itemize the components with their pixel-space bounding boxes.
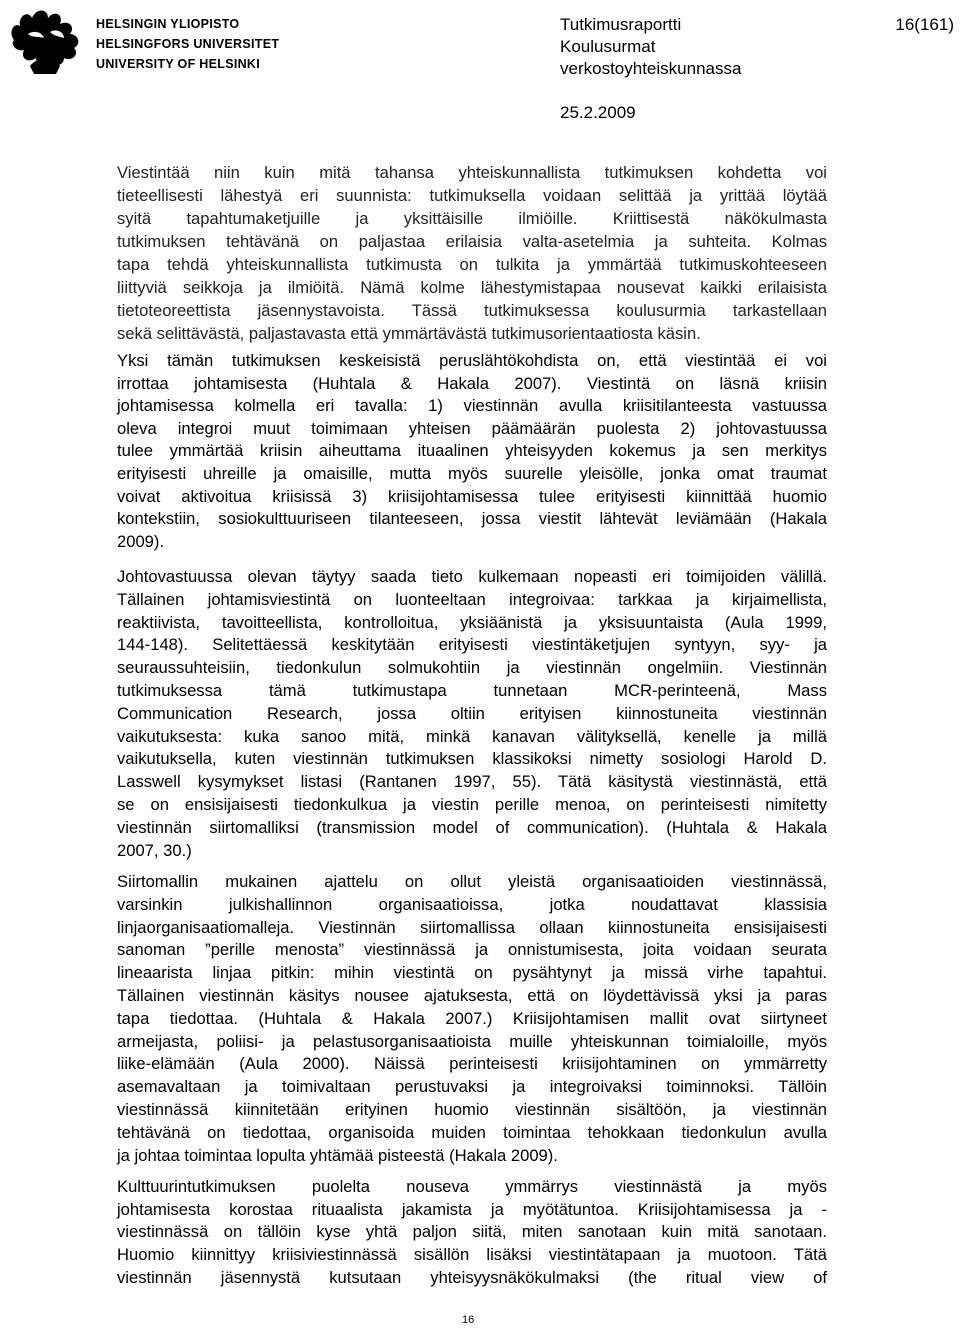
text-line: liike-elämään (Aula 2000). Näissä perinteisesti kriisijohtaminen on ymmärretty	[117, 1054, 827, 1074]
text-line: viestinnän siirtomalliksi (transmission model of communication). (Huhtala & Hakala	[117, 817, 827, 837]
text-line: viestinnässä on tällöin kyse yhtä paljon siitä, miten sanotaan kuin mitä sanotaan.	[117, 1222, 827, 1242]
text-line: 2007, 30.)	[117, 840, 192, 860]
text-line: johtamisessa kolmella eri tavalla: 1) viestinnän avulla kriisitilanteesta vastuussa	[117, 396, 827, 416]
text-line: tutkimuksessa tämä tutkimustapa tunnetaan MCR-perinteenä, Mass	[117, 680, 827, 700]
text-line: seuraussuhteisiin, tiedonkulun solmukohtiin ja viestinnän ongelmiin. Viestinnän	[117, 658, 827, 678]
text-line: Tällainen johtamisviestintä on luonteeltaan integroivaa: tarkkaa ja kirjaimellista,	[117, 589, 827, 609]
report-title-line: verkostoyhteiskunnassa	[560, 59, 742, 78]
text-line: Yksi tämän tutkimuksen keskeisistä peruslähtökohdista on, että viestintää ei voi	[117, 351, 827, 370]
text-line: tutkimuksen tehtävänä on paljastaa erilaisia valta-asetelmia ja suhteita. Kolmas	[117, 232, 827, 251]
university-name-line: UNIVERSITY OF HELSINKI	[96, 57, 261, 71]
text-line: Huomio kiinnittyy kriisiviestinnässä sisällön lisäksi viestintätapaan ja muotoon. Tätä	[117, 1245, 827, 1265]
text-line: Siirtomallin mukainen ajattelu on ollut yleistä organisaatioiden viestinnässä,	[117, 872, 827, 891]
paragraph	[117, 1176, 827, 1290]
report-date: 25.2.2009	[560, 103, 636, 122]
text-line: Communication Research, jossa oltiin erityisen kiinnostuneita viestinnän	[117, 703, 827, 723]
text-line: Viestintää niin kuin mitä tahansa yhteiskunnallista tutkimuksen kohdetta voi	[117, 163, 827, 182]
text-line: vaikutuksella, kuten viestinnän tutkimuksen klassikoksi nimetty sosiologi Harold D.	[117, 749, 827, 769]
text-line: Lasswell kysymykset listasi (Rantanen 1997, 55). Tätä käsitystä viestinnästä, että	[117, 772, 827, 792]
text-line: viestinnässä kiinnitetään erityinen huomio viestinnän sisältöön, ja viestinnän	[117, 1099, 827, 1119]
text-line: vaikutuksesta: kuka sanoo mitä, minkä kanavan välityksellä, kenelle ja millä	[117, 726, 827, 746]
text-line: asemavaltaan ja toimivaltaan perustuvaksi ja integroivaksi toiminnoksi. Tällöin	[117, 1077, 827, 1097]
text-line: oleva integroi muut toimimaan yhteisen päämäärän puolesta 2) johtovastuussa	[117, 418, 827, 438]
text-line: varsinkin julkishallinnon organisaatioissa, jotka noudattavat klassisia	[117, 894, 827, 914]
text-line: se on ensisijaisesti tiedonkulkua ja viestin perille menoa, on perinteisesti nimitetty	[117, 794, 827, 814]
university-flame-logo-icon	[4, 4, 92, 76]
text-line: voivat aktivoitua kriisissä 3) kriisijohtamisessa tulee erityisesti kiinnittää huomio	[117, 486, 827, 506]
text-line: kontekstiin, sosiokulttuuriseen tilanteeseen, jossa viestit lähtevät leviämään (Hakala	[117, 509, 827, 529]
footer-page-number: 16	[462, 1314, 475, 1326]
report-title-line: Koulusurmat	[560, 37, 656, 56]
paragraph	[117, 566, 827, 862]
paragraph	[117, 161, 827, 345]
text-line: tieteellisesti lähestyä eri suunnista: tutkimuksella voidaan selittää ja yrittää löytää	[117, 186, 827, 205]
paragraph	[117, 350, 827, 553]
university-name-line: HELSINGIN YLIOPISTO	[96, 17, 240, 31]
university-name	[96, 14, 279, 74]
text-line: tulee ymmärtää kriisin aiheuttama ituaalinen yhteisyyden kokemus ja sen merkitys	[117, 441, 827, 461]
text-line: johtamisesta korostaa rituaalista jakamista ja myötätuntoa. Kriisijohtamisessa ja -	[117, 1199, 827, 1219]
text-line: ja johtaa toimintaa lopulta yhtämää pisteestä (Hakala 2009).	[117, 1145, 558, 1165]
text-line: liittyviä seikkoja ja ilmiöitä. Nämä kolme lähestymistapaa nousevat kaikki erilaisista	[117, 278, 827, 297]
text-line: reaktiivista, tavoitteellista, kontrolloitua, yksiäänistä ja yksisuuntaista (Aula 1999,	[117, 612, 827, 632]
text-line: irrottaa johtamisesta (Huhtala & Hakala 2007). Viestintä on läsnä kriisin	[117, 373, 827, 393]
text-line: 144-148). Selitettäessä keskitytään erityisesti viestintäketjujen syntyyn, syy- ja	[117, 635, 827, 655]
text-line: 2009).	[117, 531, 165, 551]
text-line: tapa tehdä yhteiskunnallista tutkimusta on tulkita ja ymmärtää tutkimuskohteeseen	[117, 255, 827, 274]
text-line: syitä tapahtumaketjuille ja yksittäisille ilmiöille. Kriittisestä näkökulmasta	[117, 209, 827, 228]
text-line: tehtävänä on tiedottaa, organisoida muiden toimintaa tehokkaan tiedonkulun avulla	[117, 1122, 827, 1142]
text-line: lineaarista linjaa pitkin: mihin viestintä on pysähtynyt ja missä virhe tapahtui.	[117, 963, 827, 983]
report-title-line: Tutkimusraportti	[560, 15, 682, 34]
paragraph	[117, 871, 827, 1167]
text-line: Tällainen viestinnän käsitys nousee ajatuksesta, että on löydettävissä yksi ja paras	[117, 985, 827, 1005]
header-page-number: 16(161)	[895, 15, 954, 34]
text-line: viestinnän jäsennystä kutsutaan yhteisyysnäkökulmaksi (the ritual view of	[117, 1267, 827, 1287]
text-line: linjaorganisaatiomalleja. Viestinnän siirtomallissa ollaan kiinnostuneita ensisijaisesti	[117, 917, 827, 937]
text-line: erityisesti uhreille ja omaisille, mutta myös suurelle yleisölle, jonka omat traumat	[117, 463, 827, 483]
text-line: sekä selittävästä, paljastavasta että ymmärtävästä tutkimusorientaatiosta käsin.	[117, 324, 701, 343]
university-name-line: HELSINGFORS UNIVERSITET	[96, 37, 280, 51]
text-line: armeijasta, poliisi- ja pelastusorganisaatioista muille yhteiskunnan toimialoille, myös	[117, 1031, 827, 1051]
text-line: tietoteoreettista jäsennystavoista. Tässä tutkimuksessa koulusurmia tarkastellaan	[117, 301, 827, 320]
text-line: Kulttuurintutkimuksen puolelta nouseva ymmärrys viestinnästä ja myös	[117, 1177, 827, 1196]
text-line: tapa tiedottaa. (Huhtala & Hakala 2007.) Kriisijohtamisen mallit ovat siirtyneet	[117, 1008, 827, 1028]
text-line: sanoman ”perille menosta” viestinnässä ja onnistumisesta, joita voidaan seurata	[117, 940, 827, 960]
text-line: Johtovastuussa olevan täytyy saada tieto kulkemaan nopeasti eri toimijoiden välillä.	[117, 567, 827, 586]
report-title	[560, 14, 741, 80]
